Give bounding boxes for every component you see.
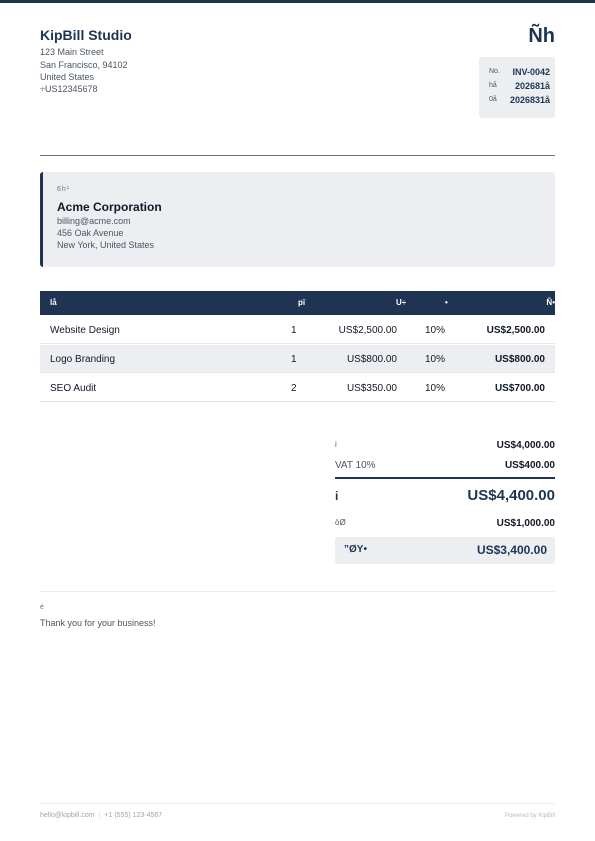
header-description: lå [50, 298, 57, 307]
row-unit-price: US$350.00 [346, 383, 397, 394]
row-qty: 1 [291, 354, 297, 365]
vat-row [335, 460, 555, 472]
subtotal-row [335, 440, 555, 452]
vat-value: US$400.00 [504, 460, 555, 471]
company-tax-id: ÷US12345678 [40, 84, 98, 94]
company-address-line2: San Francisco, 94102 [40, 60, 128, 70]
row-qty: 2 [291, 383, 297, 394]
row-description: SEO Audit [50, 383, 97, 394]
notes-label: é [40, 604, 44, 611]
balance-due-label: ”ØY• [344, 544, 367, 555]
bill-to-label: 6h¹ [57, 186, 71, 193]
document-title: Ñh [528, 25, 555, 47]
row-unit-price: US$800.00 [346, 354, 397, 365]
client-name: Acme Corporation [57, 200, 162, 214]
row-description: Logo Branding [50, 354, 116, 365]
issue-date-value: 202681å [514, 81, 550, 91]
top-accent-bar [0, 0, 595, 3]
invoice-number-value: INV-0042 [512, 67, 550, 77]
row-unit-price: US$2,500.00 [338, 325, 397, 336]
header-divider [40, 155, 555, 156]
header-tax: • [445, 298, 448, 307]
footer-email[interactable]: hello@kipbill.com [40, 812, 95, 819]
row-qty: 1 [291, 325, 297, 336]
paid-value: US$1,000.00 [496, 518, 555, 529]
paid-row [335, 518, 555, 530]
vat-label: VAT 10% [335, 460, 376, 471]
client-city: New York, United States [57, 240, 155, 250]
due-date-row [489, 95, 550, 107]
footer-contact [40, 812, 162, 819]
due-date-label: 0å [489, 96, 497, 103]
company-country: United States [40, 72, 95, 82]
row-description: Website Design [50, 325, 120, 336]
notes-divider [40, 591, 555, 592]
row-amount: US$700.00 [494, 383, 545, 394]
header-qty: pï [298, 298, 306, 307]
subtotal-value: US$4,000.00 [496, 440, 555, 451]
company-address-line1: 123 Main Street [40, 47, 104, 57]
total-value: US$4,400.00 [467, 487, 555, 504]
issue-date-label: hå [489, 82, 497, 89]
total-label: i [335, 489, 339, 503]
invoice-number-row [489, 67, 550, 79]
balance-due-box [335, 537, 555, 564]
balance-due-value: US$3,400.00 [476, 543, 547, 557]
row-amount: US$800.00 [494, 354, 545, 365]
invoice-meta-box [479, 57, 555, 118]
footer-divider [40, 803, 555, 804]
items-table-header [40, 291, 555, 315]
invoice-number-label: No. [489, 68, 500, 75]
footer-separator: | [98, 812, 101, 819]
row-amount: US$2,500.00 [486, 325, 545, 336]
client-address: 456 Oak Avenue [57, 228, 124, 238]
footer-phone: +1 (555) 123-4567 [104, 812, 163, 819]
row-tax: 10% [425, 383, 446, 394]
header-unit-price: U÷ [396, 298, 407, 307]
notes-text: Thank you for your business! [40, 618, 156, 628]
table-row [40, 316, 555, 344]
powered-by: Powered by KipBill [504, 813, 555, 819]
subtotal-label: i [335, 440, 337, 449]
row-tax: 10% [425, 325, 446, 336]
due-date-value: 2026831å [509, 95, 550, 105]
issue-date-row [489, 81, 550, 93]
paid-label: öØ [335, 518, 346, 527]
bill-to-panel [40, 172, 555, 267]
table-row [40, 345, 555, 373]
client-email: billing@acme.com [57, 216, 131, 226]
total-divider [335, 477, 555, 479]
table-row [40, 374, 555, 402]
company-name: KipBill Studio [40, 27, 132, 43]
row-tax: 10% [425, 354, 446, 365]
header-amount: Ñ• [546, 298, 555, 307]
